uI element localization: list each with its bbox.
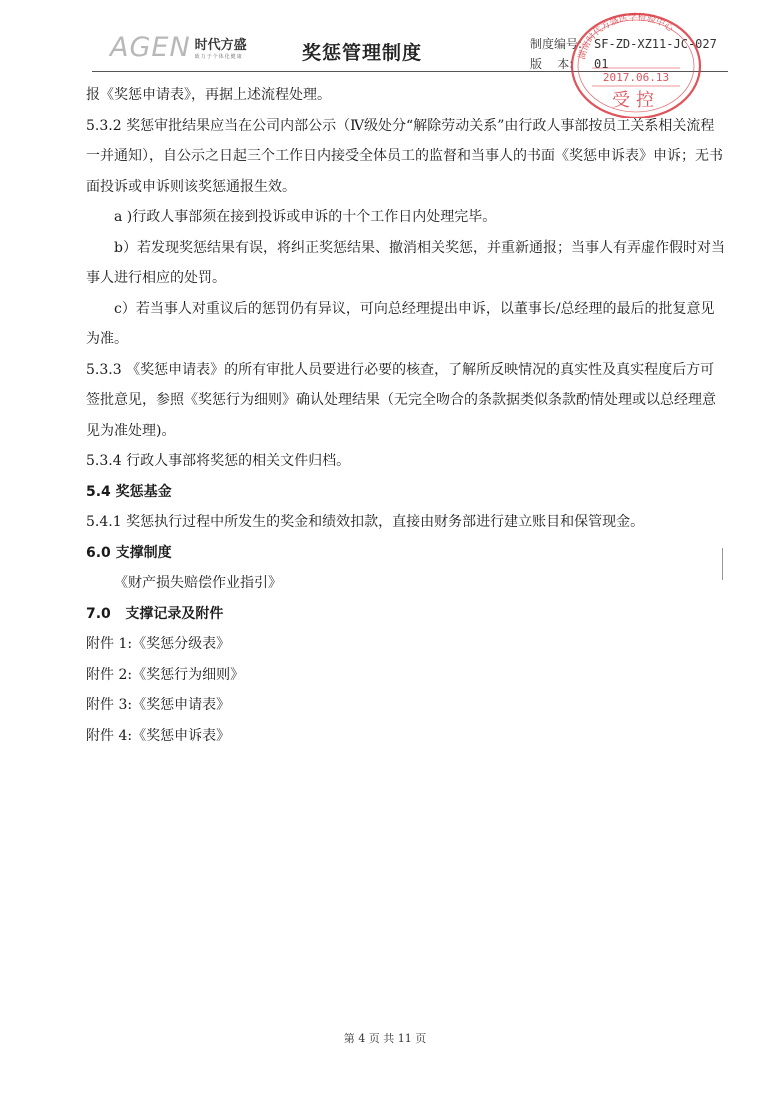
doc-number-value: SF-ZD-XZ11-JC-027 — [594, 37, 717, 51]
clause-5-4-1: 5.4.1 奖惩执行过程中所发生的奖金和绩效扣款，直接由财务部进行建立账目和保管现金。 — [86, 514, 645, 530]
document-title: 奖惩管理制度 — [302, 42, 423, 64]
attachment-4: 附件 4:《奖惩申诉表》 — [86, 727, 231, 744]
clause-5-3-2-a: a )行政人事部须在接到投诉或申诉的十个工作日内处理完毕。 — [114, 209, 497, 225]
supporting-policy-ref: 《财产损失赔偿作业指引》 — [114, 575, 282, 591]
attachment-2: 附件 2:《奖惩行为细则》 — [86, 666, 245, 683]
heading-7-0: 7.0 支撑记录及附件 — [86, 605, 224, 622]
company-logo — [110, 34, 247, 61]
doc-number-label: 制度编号: — [530, 37, 583, 51]
attachment-3: 附件 3:《奖惩申请表》 — [86, 697, 231, 713]
stamp-date: 2017.06.13 — [602, 71, 670, 84]
heading-6-0: 6.0 支撑制度 — [86, 544, 172, 561]
clause-5-3-2-c: c）若当事人对重议后的惩罚仍有异议，可向总经理提出申诉，以董事长/总经理的最后的批复意见为准。 — [86, 300, 715, 347]
clause-5-3-4: 5.3.4 行政人事部将奖惩的相关文件归档。 — [86, 453, 351, 469]
logo-slogan: 致力于个体化健康 — [194, 54, 243, 60]
logo-cn-name: 时代方盛 — [194, 38, 247, 53]
stamp-org-text: 湖南时代方盛医学检验中心 — [577, 12, 675, 61]
clause-5-3-3: 5.3.3 《奖惩申请表》的所有审批人员要进行必要的核查，了解所反映情况的真实性及真实程度后方可签批意见，参照《奖惩行为细则》确认处理结果（无完全吻合的条款据类似条款酌情处理或以总经理意见为准处理)。 — [86, 361, 716, 439]
clause-5-3-2: 5.3.2 奖惩审批结果应当在公司内部公示（Ⅳ级处分“解除劳动关系”由行政人事部按员工关系相关流程一并通知），自公示之日起三个工作日内接受全体员工的监督和当事人的书面《奖惩申诉表》申诉；无书面投诉或申诉则该奖惩通报生效。 — [86, 117, 723, 195]
version-value: 01 — [594, 57, 609, 71]
stamp-word: 受控 — [612, 90, 660, 111]
logo-wordmark: AGEN — [110, 32, 191, 63]
page-number: 第 4 页 共 11 页 — [343, 1032, 427, 1045]
version-label: 版 本: — [530, 57, 574, 71]
para-continuation: 报《奖惩申请表》，再据上述流程处理。 — [86, 87, 331, 103]
heading-5-4: 5.4 奖惩基金 — [86, 483, 172, 500]
scan-mark — [722, 548, 723, 580]
attachment-1: 附件 1:《奖惩分级表》 — [86, 636, 231, 652]
clause-5-3-2-b: b）若发现奖惩结果有误，将纠正奖惩结果、撤消相关奖惩，并重新通报；当事人有弄虚作假时对当事人进行相应的处罚。 — [86, 239, 725, 286]
document-body — [86, 80, 726, 751]
